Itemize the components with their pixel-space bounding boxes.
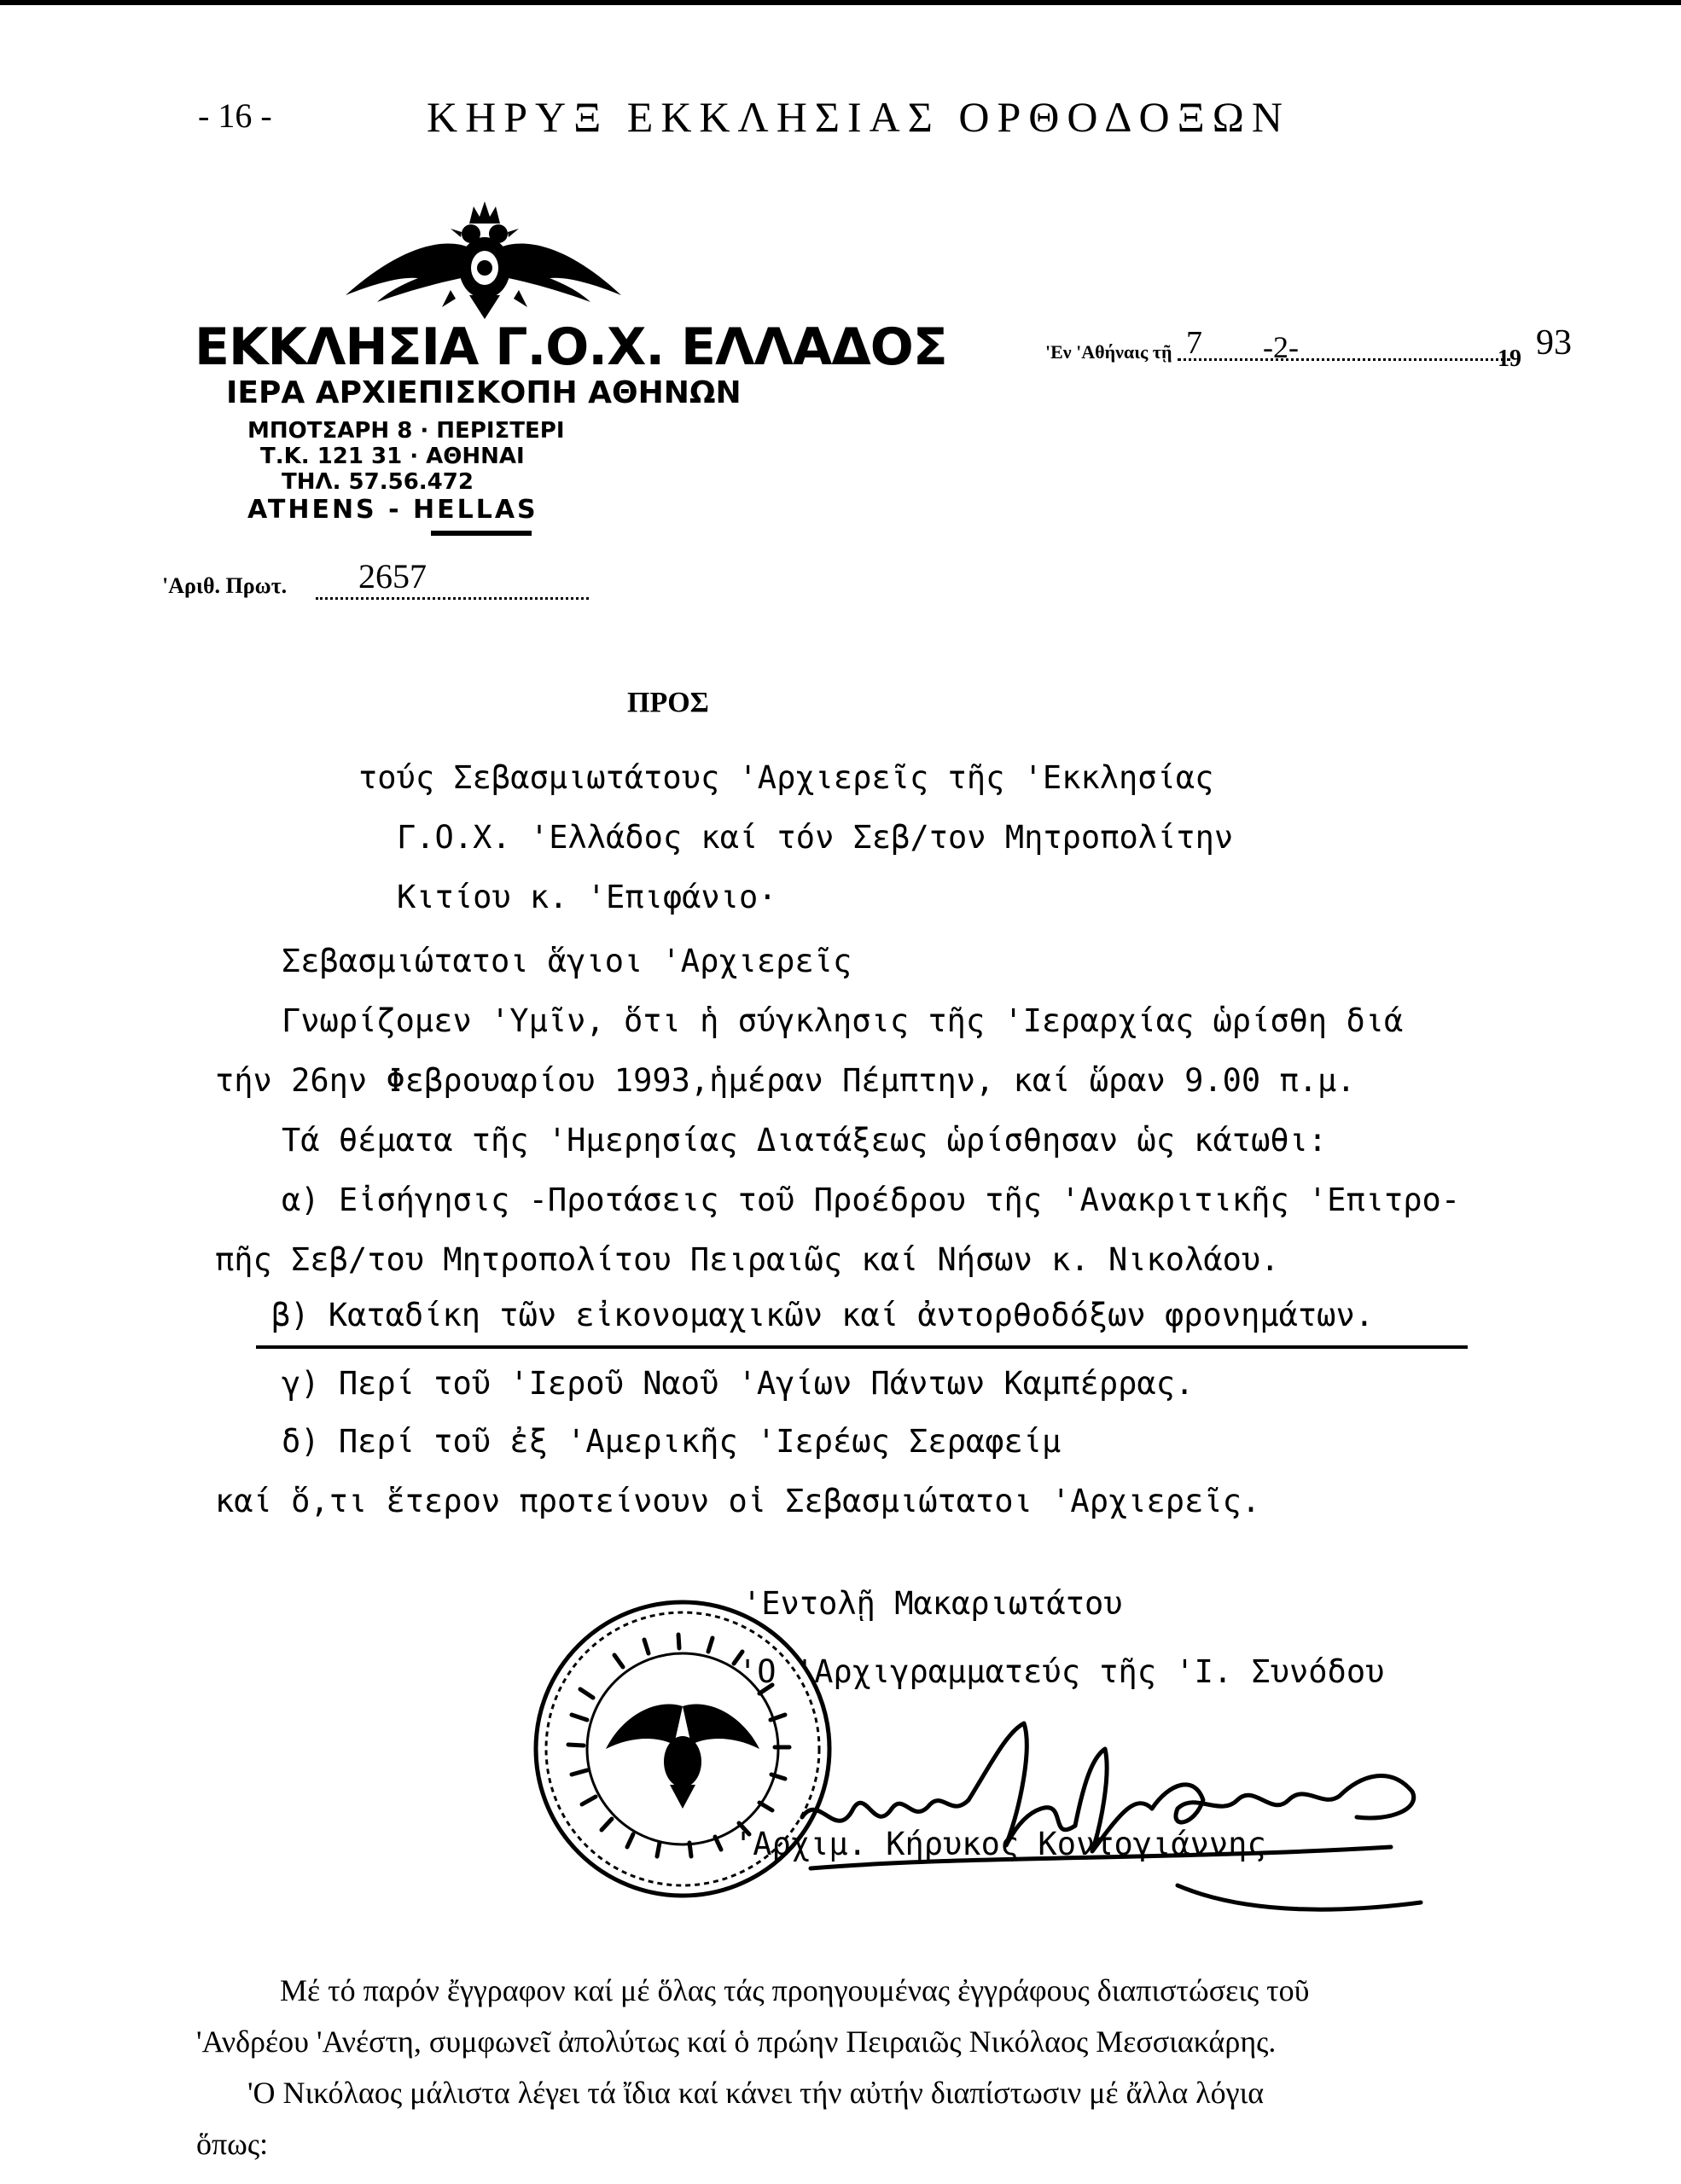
secretary-title: 'Ο 'Αρχιγραμματεύς τῆς 'Ι. Συνόδου [738,1653,1385,1690]
agenda-item-a: α) Εἰσήγησις -Προτάσεις τοῦ Προέδρου τῆς 'Ανακριτικῆς 'Επιτρο- [282,1182,1461,1218]
secretary-name: 'Αρχιμ. Κήρυκος Κοντογιάννης [734,1826,1266,1862]
date-dotted-line [1178,358,1510,361]
body-line: Τά θέματα τῆς 'Ημερησίας Διατάξεως ὡρίσθησαν ὡς κάτωθι: [282,1122,1328,1159]
addressee-line: Γ.Ο.Χ. 'Ελλάδος καί τόν Σεβ/τον Μητροπολίτην [397,819,1234,856]
agenda-item-a-continued: πῆς Σεβ/του Μητροπολίτου Πειραιῶς καί Νήσων κ. Νικολάου. [215,1241,1280,1278]
agenda-item-d: δ) Περί τοῦ ἐξ 'Αμερικῆς 'Ιερέως Σεραφείμ [282,1423,1062,1460]
letterhead-archdiocese: ΙΕΡΑ ΑΡΧΙΕΠΙΣΚΟΠΗ ΑΘΗΝΩΝ [226,375,742,410]
letterhead-phone: ΤΗΛ. 57.56.472 [282,469,474,495]
protocol-label: 'Αριθ. Πρωτ. [162,573,288,598]
to-heading: ΠΡΟΣ [627,687,709,718]
commentary-line: 'Ανδρέου 'Ανέστη, συμφωνεῖ ἀπολύτως καί ὁ πρώην Πειραιῶς Νικόλαος Μεσσιακάρης. [196,2024,1277,2059]
closing-line: καί ὅ,τι ἕτερον προτείνουν οἱ Σεβασμιώτατοι 'Αρχιερεῖς. [215,1483,1261,1519]
top-rule [0,0,1681,5]
body-line: Γνωρίζομεν 'Υμῖν, ὅτι ἡ σύγκλησις τῆς 'Ιεραρχίας ὡρίσθη διά [282,1002,1404,1039]
order-line: 'Εντολῇ Μακαριωτάτου [742,1585,1123,1622]
letterhead-city: ATHENS - HELLAS [247,495,538,525]
commentary-line: 'Ο Νικόλαος μάλιστα λέγει τά ἴδια καί κάνει τήν αὐτήν διαπίστωσιν μέ ἄλλα λόγια [247,2076,1265,2110]
handwritten-signature-icon [794,1715,1425,1920]
date-century: 19 [1498,346,1521,372]
salutation: Σεβασμιώτατοι ἅγιοι 'Αρχιερεῖς [282,943,852,979]
letterhead-street: ΜΠΟΤΣΑΡΗ 8 · ΠΕΡΙΣΤΕΡΙ [247,418,565,444]
addressee-line: Κιτίου κ. 'Επιφάνιο· [397,879,777,915]
commentary-line: ὅπως: [196,2127,269,2161]
body-line: τήν 26ην Φεβρουαρίου 1993,ἡμέραν Πέμπτην, καί ὥραν 9.00 π.μ. [215,1062,1356,1099]
letterhead-postal-code: Τ.Κ. 121 31 · ΑΘΗΝΑΙ [260,444,525,469]
running-title: ΚΗΡΥΞ ΕΚΚΛΗΣΙΑΣ ΟΡΘΟΔΟΞΩΝ [427,93,1291,141]
addressee-line: τούς Σεβασμιωτάτους 'Αρχιερεῖς τῆς 'Εκκλησίας [358,759,1214,796]
agenda-item-c: γ) Περί τοῦ 'Ιεροῦ Ναοῦ 'Αγίων Πάντων Καμπέρρας. [282,1365,1195,1402]
letterhead-underline [431,531,532,536]
page-number: - 16 - [198,96,272,135]
date-label: 'Εν 'Αθήναις τῇ [1045,341,1172,363]
agenda-item-b: β) Καταδίκη τῶν εἰκονομαχικῶν καί ἀντορθοδόξων φρονημάτων. [271,1297,1375,1333]
date-year: 93 [1536,323,1572,363]
protocol-number: 2657 [358,557,427,595]
protocol-dotted-line [316,597,589,600]
commentary-line: Μέ τό παρόν ἔγγραφον καί μέ ὅλας τάς προηγουμένας ἐγγράφους διαπιστώσεις τοῦ [280,1973,1310,2007]
letterhead-church-name: ΕΚΚΛΗΣΙΑ Γ.Ο.Χ. ΕΛΛΑΔΟΣ [195,317,947,377]
date-month: -2- [1263,330,1299,364]
agenda-item-b-underline [256,1345,1468,1349]
date-day: 7 [1186,325,1202,361]
double-headed-eagle-icon [341,195,623,321]
